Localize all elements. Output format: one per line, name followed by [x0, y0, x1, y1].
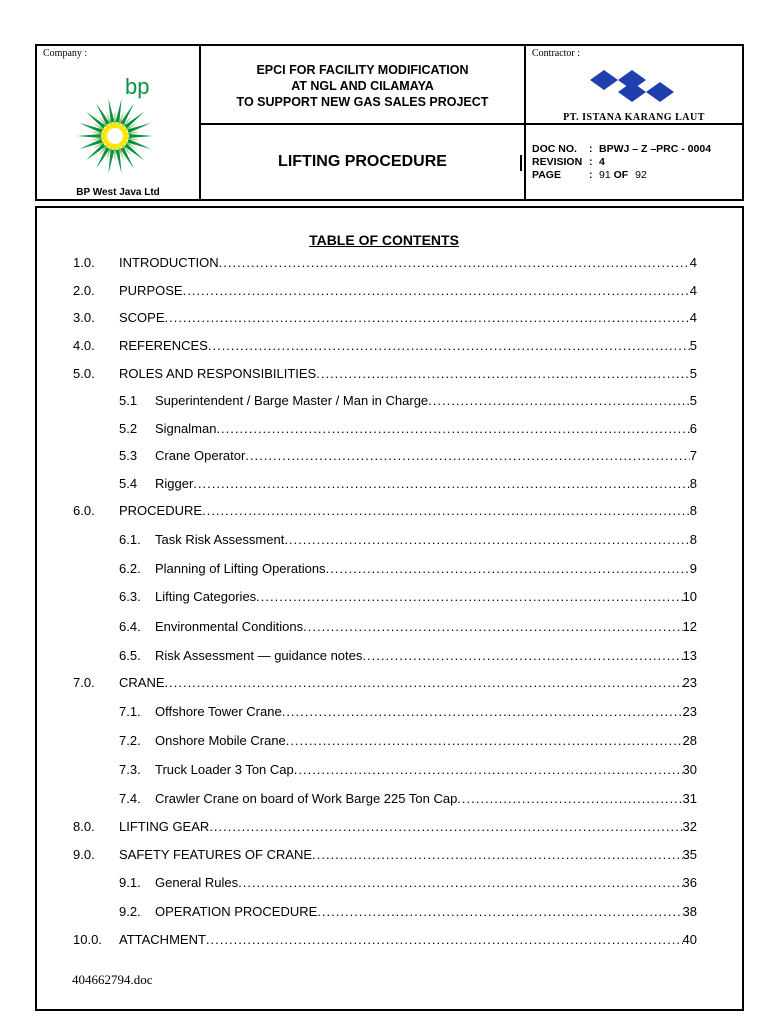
toc-entry-line	[119, 503, 697, 519]
toc-entry-text: INTRODUCTION	[119, 255, 219, 270]
toc-entry-line	[155, 648, 697, 664]
toc-leader-dots	[183, 283, 690, 299]
toc-entry-number: 8.0.	[73, 819, 95, 834]
toc-entry-text: Task Risk Assessment	[155, 532, 285, 547]
toc-entry[interactable]	[73, 283, 697, 299]
toc-entry-number: 6.1.	[119, 532, 141, 547]
toc-leader-dots	[428, 393, 690, 409]
toc-leader-dots	[165, 675, 683, 691]
page-row: PAGE : 91 OF 92	[532, 169, 647, 181]
toc-entry-text: Offshore Tower Crane	[155, 704, 282, 719]
toc-entry-number: 6.2.	[119, 561, 141, 576]
toc-entry-line	[119, 283, 697, 299]
toc-leader-dots	[208, 338, 690, 354]
toc-entry-text: Lifting Categories	[155, 589, 257, 604]
toc-entry[interactable]	[73, 791, 697, 807]
toc-entry-page: 28	[682, 733, 697, 748]
toc-entry-page: 5	[689, 393, 697, 408]
toc-entry-line	[155, 476, 697, 492]
toc-entry-line	[155, 448, 697, 464]
toc-entry[interactable]	[73, 532, 697, 548]
company-name: BP West Java Ltd	[76, 187, 160, 198]
page-of: OF	[613, 169, 629, 181]
toc-entry-page: 4	[689, 310, 697, 325]
document-title-cell	[201, 125, 526, 201]
toc-entry-number: 5.0.	[73, 366, 95, 381]
page-label: PAGE	[532, 169, 561, 181]
toc-title: TABLE OF CONTENTS	[309, 232, 459, 248]
toc-entry-text: Signalman	[155, 421, 217, 436]
toc-entry-number: 7.3.	[119, 762, 141, 777]
toc-entry-text: General Rules	[155, 875, 239, 890]
toc-entry-text: Superintendent / Barge Master / Man in Charge	[155, 393, 429, 408]
toc-entry-number: 5.3	[119, 448, 138, 463]
toc-entry-number: 6.3.	[119, 589, 141, 604]
contractor-name: PT. ISTANA KARANG LAUT	[563, 112, 705, 123]
toc-entry-number: 6.4.	[119, 619, 141, 634]
toc-leader-dots	[284, 532, 689, 548]
toc-entry-text: ROLES AND RESPONSIBILITIES	[119, 366, 317, 381]
toc-entry[interactable]	[73, 310, 697, 326]
toc-entry-page: 6	[689, 421, 697, 436]
toc-entry-page: 9	[689, 561, 697, 576]
toc-entry-text: Risk Assessment — guidance notes	[155, 648, 363, 663]
toc-leader-dots	[206, 932, 683, 948]
toc-entry-text: REFERENCES	[119, 338, 208, 353]
toc-entry-page: 23	[682, 675, 697, 690]
toc-entry-number: 2.0.	[73, 283, 95, 298]
company-label: Company :	[43, 48, 88, 59]
toc-entry-text: PURPOSE	[119, 283, 183, 298]
toc-entry-page: 12	[682, 619, 697, 634]
toc-entry[interactable]	[73, 561, 697, 577]
toc-leader-dots	[165, 310, 690, 326]
toc-entry[interactable]	[73, 338, 697, 354]
toc-leader-dots	[316, 366, 690, 382]
toc-entry-line	[155, 875, 697, 891]
toc-entry-number: 5.2	[119, 421, 138, 436]
toc-entry-number: 6.0.	[73, 503, 95, 518]
bp-helios-logo-icon	[73, 68, 163, 178]
page-value: 91	[599, 169, 611, 181]
toc-leader-dots	[294, 762, 683, 778]
toc-entry-line	[155, 704, 697, 720]
toc-entry-number: 5.4	[119, 476, 138, 491]
toc-entry-number: 9.0.	[73, 847, 95, 862]
toc-entry[interactable]	[73, 675, 697, 691]
company-cell	[37, 46, 201, 199]
toc-entry-page: 13	[682, 648, 697, 663]
toc-entry-line	[155, 762, 697, 778]
toc-entry-line	[119, 338, 697, 354]
toc-entry-page: 30	[682, 762, 697, 777]
toc-entry-text: Planning of Lifting Operations	[155, 561, 326, 576]
doc-no-label: DOC NO.	[532, 143, 577, 155]
toc-entry-text: Environmental Conditions	[155, 619, 304, 634]
toc-entry-number: 9.1.	[119, 875, 141, 890]
toc-leader-dots	[362, 648, 682, 664]
toc-leader-dots	[209, 819, 682, 835]
toc-leader-dots	[238, 875, 682, 891]
toc-entry-page: 7	[689, 448, 697, 463]
doc-no-row: DOC NO. : BPWJ – Z –PRC - 0004	[532, 143, 712, 155]
toc-entry[interactable]	[73, 904, 697, 920]
toc-entry-page: 35	[682, 847, 697, 862]
toc-leader-dots	[282, 704, 683, 720]
toc-leader-dots	[216, 421, 689, 437]
toc-entry[interactable]	[73, 421, 697, 437]
toc-entry-page: 5	[689, 338, 697, 353]
toc-entry-text: SAFETY FEATURES OF CRANE	[119, 847, 313, 862]
toc-entry-number: 7.4.	[119, 791, 141, 806]
toc-leader-dots	[326, 561, 690, 577]
toc-leader-dots	[193, 476, 689, 492]
toc-entry-line	[119, 932, 697, 948]
toc-entry-line	[119, 310, 697, 326]
toc-entry-text: Crane Operator	[155, 448, 246, 463]
toc-leader-dots	[256, 589, 682, 605]
toc-entry-line	[155, 421, 697, 437]
contractor-label: Contractor :	[532, 48, 581, 59]
toc-entry-line	[119, 366, 697, 382]
toc-entry[interactable]	[73, 448, 697, 464]
toc-entry-number: 7.1.	[119, 704, 141, 719]
toc-entry-number: 4.0.	[73, 338, 95, 353]
toc-entry-line	[155, 393, 697, 409]
toc-entry[interactable]	[73, 393, 697, 409]
contractor-cell	[526, 46, 742, 125]
toc-entry-text: ATTACHMENT	[119, 932, 206, 947]
toc-entry[interactable]	[73, 476, 697, 492]
toc-entry[interactable]	[73, 366, 697, 382]
document-meta	[526, 125, 742, 201]
document-title: LIFTING PROCEDURE	[278, 153, 447, 170]
toc-entry-page: 38	[682, 904, 697, 919]
toc-leader-dots	[245, 448, 689, 464]
revision-value: 4	[599, 156, 605, 168]
toc-entry-line	[155, 532, 697, 548]
toc-entry-line	[155, 619, 697, 635]
toc-leader-dots	[457, 791, 682, 807]
toc-entry-text: Onshore Mobile Crane	[155, 733, 286, 748]
toc-entry-text: OPERATION PROCEDURE	[155, 904, 318, 919]
toc-leader-dots	[303, 619, 682, 635]
toc-entry-page: 8	[689, 503, 697, 518]
toc-entry-number: 9.2.	[119, 904, 141, 919]
contractor-wave-logo-icon	[588, 66, 676, 106]
footer-filename: 404662794.doc	[72, 972, 153, 987]
toc-entry[interactable]	[73, 255, 697, 271]
toc-entry-number: 6.5.	[119, 648, 141, 663]
toc-entry-text: LIFTING GEAR	[119, 819, 210, 834]
toc-entry-number: 7.2.	[119, 733, 141, 748]
toc-leader-dots	[202, 503, 690, 519]
toc-entry-page: 36	[682, 875, 697, 890]
toc-entry-text: SCOPE	[119, 310, 165, 325]
toc-entry[interactable]	[73, 704, 697, 720]
toc-entry-page: 23	[682, 704, 697, 719]
toc-entry-line	[119, 255, 697, 271]
revision-label: REVISION	[532, 156, 583, 168]
project-title-line-1: EPCI FOR FACILITY MODIFICATION	[256, 63, 469, 77]
toc-entry-number: 3.0.	[73, 310, 95, 325]
toc-entry[interactable]	[73, 648, 697, 664]
toc-entry-page: 4	[689, 255, 697, 270]
toc-entry-text: PROCEDURE	[119, 503, 203, 518]
text-cursor-mark	[520, 155, 522, 171]
toc-entry-line	[155, 733, 697, 749]
toc-entry[interactable]	[73, 619, 697, 635]
toc-entry-text: Truck Loader 3 Ton Cap	[155, 762, 294, 777]
toc-leader-dots	[286, 733, 683, 749]
toc-entry[interactable]	[73, 847, 697, 863]
toc-entry-line	[155, 561, 697, 577]
toc-entry[interactable]	[73, 819, 697, 835]
toc-entry-number: 7.0.	[73, 675, 95, 690]
page-total: 92	[635, 169, 647, 181]
toc-leader-dots	[219, 255, 690, 271]
toc-entry-page: 10	[682, 589, 697, 604]
toc-entry[interactable]	[73, 762, 697, 778]
toc-entry-line	[155, 791, 697, 807]
toc-entry-line	[119, 819, 697, 835]
toc-entry[interactable]	[73, 875, 697, 891]
toc-entry[interactable]	[73, 503, 697, 519]
toc-entry[interactable]	[73, 932, 697, 948]
toc-entry-number: 10.0.	[73, 932, 102, 947]
project-title	[201, 46, 526, 125]
doc-no-value: BPWJ – Z –PRC - 0004	[599, 143, 712, 155]
bp-logo-text: bp	[125, 74, 150, 99]
toc-entry-page: 8	[689, 532, 697, 547]
toc-entry-page: 40	[682, 932, 697, 947]
project-title-line-2: AT NGL AND CILAMAYA	[291, 79, 434, 93]
toc-entry-text: Crawler Crane on board of Work Barge 225 Ton Cap	[155, 791, 458, 806]
revision-row: REVISION : 4	[532, 156, 605, 168]
toc-entry-line	[119, 675, 697, 691]
toc-leader-dots	[317, 904, 682, 920]
toc-entry-page: 31	[682, 791, 697, 806]
toc-entry-page: 4	[689, 283, 697, 298]
toc-entry[interactable]	[73, 733, 697, 749]
project-title-line-3: TO SUPPORT NEW GAS SALES PROJECT	[236, 95, 489, 109]
toc-entry-line	[155, 589, 697, 605]
toc-leader-dots	[312, 847, 682, 863]
toc-entry-line	[155, 904, 697, 920]
toc-entry-number: 1.0.	[73, 255, 95, 270]
toc-entry-page: 32	[682, 819, 697, 834]
toc-entry-number: 5.1	[119, 393, 138, 408]
document-header	[35, 44, 744, 201]
toc-entry-line	[119, 847, 697, 863]
toc-entry-page: 5	[689, 366, 697, 381]
toc-entry-text: CRANE	[119, 675, 165, 690]
toc-entry-text: Rigger	[155, 476, 194, 491]
toc-entry-page: 8	[689, 476, 697, 491]
toc-entry[interactable]	[73, 589, 697, 605]
